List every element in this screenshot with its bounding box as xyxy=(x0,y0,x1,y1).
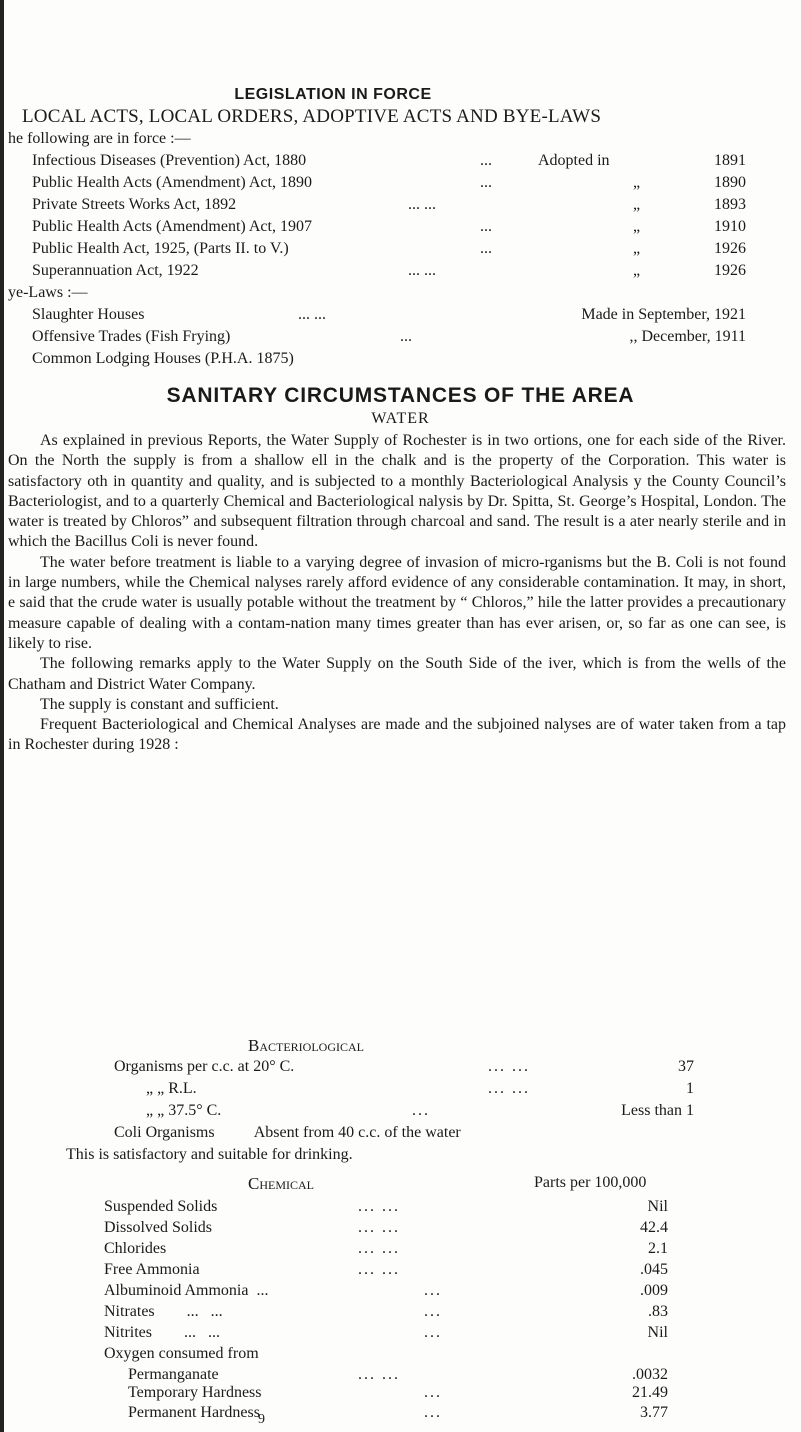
chem-label: Nitrates ... ... xyxy=(104,1303,223,1320)
chem-dots: ... xyxy=(424,1324,442,1341)
act-year: 1926 xyxy=(714,240,746,257)
byelaw-name: Common Lodging Houses (P.H.A. 1875) xyxy=(32,350,294,367)
act-name: Public Health Act, 1925, (Parts II. to V.) xyxy=(32,240,289,257)
bact-label: „ „ R.L. xyxy=(146,1080,197,1097)
byelaw-dots: ... xyxy=(400,328,412,345)
paragraph-untreated-water: The water before treatment is liable to a varying degree of invasion of micro-rganisms but the B. Coli is not found in large numbers, while the Chemical nalyses rarely afford evidence of any considerable contamination. It may, in short, e said that the crude water is usually potable without the treatment by “ Chloros,” hile the latter provides a precautionary measure capable of dealing with a contam-nation many times greater than has ever arisen, or, so far as one can see, is likely to rise. xyxy=(8,553,786,652)
act-dots: ... ... xyxy=(408,196,436,213)
chem-label: Nitrites ... ... xyxy=(104,1324,220,1341)
act-dots: ... xyxy=(480,152,492,169)
act-year: 1891 xyxy=(714,152,746,169)
act-year: 1893 xyxy=(714,196,746,213)
chem-label: Temporary Hardness xyxy=(128,1384,262,1401)
byelaw-name: Slaughter Houses xyxy=(32,306,145,323)
chem-label: Oxygen consumed from xyxy=(104,1345,259,1362)
act-prefix: Adopted in xyxy=(538,152,610,169)
chem-dots: ... ... xyxy=(358,1198,400,1215)
chem-label: Permanent Hardness xyxy=(128,1404,260,1421)
chem-label: Albuminoid Ammonia ... xyxy=(104,1282,269,1299)
act-prefix: „ xyxy=(633,196,641,213)
chem-value: .0032 xyxy=(632,1366,668,1383)
chem-value: .009 xyxy=(640,1282,668,1299)
bact-dots: ... xyxy=(412,1102,430,1119)
byelaw-made: ,, December, 1911 xyxy=(629,328,746,345)
body-text xyxy=(8,431,786,756)
act-dots: ... xyxy=(480,218,492,235)
act-dots: ... ... xyxy=(408,262,436,279)
act-prefix: „ xyxy=(633,174,641,191)
chem-dots: ... ... xyxy=(358,1261,400,1278)
chem-value: 42.4 xyxy=(640,1219,668,1236)
chem-value: Nil xyxy=(647,1324,668,1341)
act-name: Public Health Acts (Amendment) Act, 1907 xyxy=(32,218,312,235)
paragraph-analyses: Frequent Bacteriological and Chemical Analyses are made and the subjoined nalyses are of water taken from a tap in Rochester during 1928 : xyxy=(8,716,786,754)
chem-label: Permanganate xyxy=(128,1366,219,1383)
bact-dots: ... ... xyxy=(488,1058,530,1075)
water-heading: WATER xyxy=(371,410,430,427)
act-prefix: „ xyxy=(633,240,641,257)
sanitary-heading: SANITARY CIRCUMSTANCES OF THE AREA xyxy=(166,384,635,407)
legislation-heading: LEGISLATION IN FORCE xyxy=(234,86,432,103)
coli-line: Coli Organisms Absent from 40 c.c. of the water xyxy=(114,1124,461,1141)
bact-value: Less than 1 xyxy=(621,1102,694,1119)
chem-value: 3.77 xyxy=(640,1404,668,1421)
intro-line: he following are in force :— xyxy=(8,130,191,147)
bact-value: 37 xyxy=(678,1058,694,1075)
chem-value: Nil xyxy=(647,1198,668,1215)
act-prefix: „ xyxy=(633,262,641,279)
bact-label: Organisms per c.c. at 20° C. xyxy=(114,1058,295,1075)
chem-value: 2.1 xyxy=(648,1240,668,1257)
act-name: Public Health Acts (Amendment) Act, 1890 xyxy=(32,174,312,191)
bact-label: „ „ 37.5° C. xyxy=(146,1102,222,1119)
chem-label: Chlorides xyxy=(104,1240,167,1257)
chemical-heading: Chemical xyxy=(248,1174,315,1193)
act-name: Infectious Diseases (Prevention) Act, 1880 xyxy=(32,152,307,169)
byelaw-name: Offensive Trades (Fish Frying) xyxy=(32,328,231,345)
act-year: 1910 xyxy=(714,218,746,235)
chem-value: .83 xyxy=(648,1303,668,1320)
paragraph-north-supply: As explained in previous Reports, the Water Supply of Rochester is in two ortions, one for each side of the River. On the North the supply is from a shallow ell in the chalk and is the property of the Corporation. This water is satisfactory oth in quantity and quality, and is subjected to a monthly Bacteriological Analysis y the County Council’s Bacteriologist, and to a quarterly Chemical and Bacteriological nalysis by Dr. Spitta, St. George’s Hospital, London. The water is treated by Chloros” and subsequent filtration through charcoal and sand. The result is a ater nearly sterile and in which the Bacillus Coli is never found. xyxy=(8,432,786,551)
chem-label: Free Ammonia xyxy=(104,1261,200,1278)
satisfactory-line: This is satisfactory and suitable for drinking. xyxy=(66,1146,353,1163)
chem-dots: ... ... xyxy=(358,1366,400,1383)
paragraph-supply-constant: The supply is constant and sufficient. xyxy=(40,695,279,713)
byelaw-made: Made in September, 1921 xyxy=(581,306,746,323)
chem-dots: ... xyxy=(424,1384,442,1401)
chem-label: Dissolved Solids xyxy=(104,1219,213,1236)
chem-dots: ... ... xyxy=(358,1240,400,1257)
paragraph-south-supply: The following remarks apply to the Water Supply on the South Side of the iver, which is from the wells of the Chatham and District Water Company. xyxy=(8,655,786,693)
act-dots: ... xyxy=(480,240,492,257)
act-year: 1926 xyxy=(714,262,746,279)
chem-label: Suspended Solids xyxy=(104,1198,218,1215)
chem-dots: ... xyxy=(424,1282,442,1299)
chem-value: .045 xyxy=(640,1261,668,1278)
act-prefix: „ xyxy=(633,218,641,235)
chem-dots: ... ... xyxy=(358,1219,400,1236)
act-year: 1890 xyxy=(714,174,746,191)
bact-value: 1 xyxy=(686,1080,694,1097)
bact-dots: ... ... xyxy=(488,1080,530,1097)
byelaw-dots: ... ... xyxy=(298,306,326,323)
chem-dots: ... xyxy=(424,1404,442,1421)
chem-value: 21.49 xyxy=(632,1384,668,1401)
local-acts-heading: LOCAL ACTS, LOCAL ORDERS, ADOPTIVE ACTS AND BYE-LAWS xyxy=(22,106,602,127)
act-name: Superannuation Act, 1922 xyxy=(32,262,199,279)
act-name: Private Streets Works Act, 1892 xyxy=(32,196,237,213)
act-dots: ... xyxy=(480,174,492,191)
chem-dots: ... xyxy=(424,1303,442,1320)
bacteriological-heading: Bacteriological xyxy=(248,1036,364,1055)
page-number: 9 xyxy=(258,1412,265,1427)
chemical-unit: Parts per 100,000 xyxy=(534,1174,647,1191)
page-edge-line xyxy=(0,0,4,1432)
byelaws-label: ye-Laws :— xyxy=(8,284,88,301)
